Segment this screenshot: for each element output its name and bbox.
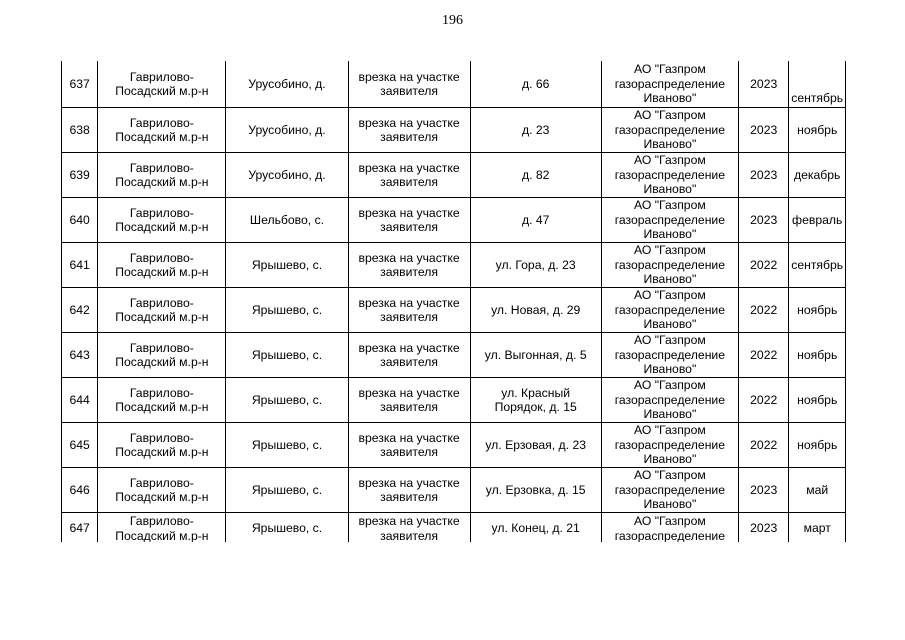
- organization-cell: [601, 333, 738, 378]
- row-number-cell: 645: [62, 423, 98, 468]
- row-number-cell: 647: [62, 513, 98, 543]
- connection-type-line: врезка на участке: [358, 430, 460, 445]
- district-cell: [98, 108, 226, 153]
- district-line: Гаврилово-: [129, 385, 194, 400]
- month-cell: сентябрь: [789, 243, 846, 288]
- organization-line: АО "Газпром: [634, 468, 706, 483]
- year-cell: 2023: [738, 153, 788, 198]
- address-line: ул. Ерзовка, д. 15: [485, 482, 586, 497]
- year-cell: 2023: [738, 198, 788, 243]
- organization-line: газораспределение: [614, 528, 726, 542]
- organization-line: АО "Газпром: [634, 243, 706, 258]
- district-line: Посадский м.р-н: [115, 445, 209, 459]
- address-line: ул. Красный: [501, 385, 571, 400]
- address-line: д. 82: [521, 167, 550, 182]
- organization-line: газораспределение: [614, 302, 726, 317]
- connection-type-line: заявителя: [380, 220, 438, 234]
- connection-type-cell: [348, 61, 470, 108]
- address-line: ул. Гора, д. 23: [495, 257, 576, 272]
- district-line: Посадский м.р-н: [115, 265, 209, 279]
- locality-cell: Ярышево, с.: [226, 513, 348, 543]
- connection-type-line: врезка на участке: [358, 385, 460, 400]
- organization-line: Иваново": [643, 452, 697, 467]
- district-line: Гаврилово-: [129, 160, 194, 175]
- locality-cell: Шельбово, с.: [226, 198, 348, 243]
- district-line: Посадский м.р-н: [115, 130, 209, 144]
- connection-type-line: врезка на участке: [358, 205, 460, 220]
- connection-type-line: врезка на участке: [358, 340, 460, 355]
- connection-type-cell: [348, 468, 470, 513]
- year-cell: 2022: [738, 333, 788, 378]
- organization-line: АО "Газпром: [634, 198, 706, 213]
- organization-line: Иваново": [643, 317, 697, 332]
- organization-line: газораспределение: [614, 76, 726, 91]
- year-cell: 2023: [738, 108, 788, 153]
- row-number-cell: 639: [62, 153, 98, 198]
- connection-type-cell: [348, 288, 470, 333]
- district-cell: [98, 288, 226, 333]
- organization-line: газораспределение: [614, 212, 726, 227]
- address-line: ул. Выгонная, д. 5: [484, 347, 587, 362]
- district-line: Посадский м.р-н: [115, 400, 209, 414]
- address-line: ул. Новая, д. 29: [491, 302, 581, 317]
- month-cell: декабрь: [789, 153, 846, 198]
- locality-cell: Ярышево, с.: [226, 243, 348, 288]
- month-cell: ноябрь: [789, 288, 846, 333]
- gas-connection-table: [61, 61, 846, 542]
- organization-line: газораспределение: [614, 257, 726, 272]
- table-row: [62, 153, 846, 198]
- address-cell: [470, 333, 601, 378]
- district-line: Гаврилово-: [129, 475, 194, 490]
- connection-type-cell: [348, 423, 470, 468]
- district-line: Гаврилово-: [129, 295, 194, 310]
- address-cell: [470, 513, 601, 543]
- district-line: Гаврилово-: [129, 115, 194, 130]
- page-number: 196: [442, 13, 463, 28]
- organization-line: Иваново": [643, 182, 697, 197]
- district-line: Гаврилово-: [129, 69, 194, 84]
- year-cell: 2023: [738, 513, 788, 543]
- address-cell: [470, 243, 601, 288]
- connection-type-line: врезка на участке: [358, 295, 460, 310]
- table-row: [62, 108, 846, 153]
- district-cell: [98, 513, 226, 543]
- organization-line: АО "Газпром: [634, 378, 706, 393]
- address-cell: [470, 198, 601, 243]
- connection-type-cell: [348, 108, 470, 153]
- organization-line: Иваново": [643, 497, 697, 512]
- organization-cell: [601, 153, 738, 198]
- locality-cell: Урусобино, д.: [226, 61, 348, 108]
- organization-cell: [601, 243, 738, 288]
- organization-line: газораспределение: [614, 437, 726, 452]
- organization-line: Иваново": [643, 137, 697, 152]
- table-row: [62, 61, 846, 108]
- connection-type-line: заявителя: [380, 400, 438, 414]
- district-line: Гаврилово-: [129, 514, 194, 528]
- address-cell: [470, 288, 601, 333]
- organization-line: газораспределение: [614, 347, 726, 362]
- connection-type-line: врезка на участке: [358, 160, 460, 175]
- connection-type-line: заявителя: [380, 130, 438, 144]
- address-cell: [470, 423, 601, 468]
- organization-cell: [601, 108, 738, 153]
- locality-cell: Ярышево, с.: [226, 378, 348, 423]
- month-cell: май: [789, 468, 846, 513]
- locality-cell: Ярышево, с.: [226, 468, 348, 513]
- year-cell: 2022: [738, 243, 788, 288]
- month-cell: сентябрь: [789, 61, 846, 108]
- table-row: [62, 198, 846, 243]
- organization-line: АО "Газпром: [634, 108, 706, 123]
- district-line: Посадский м.р-н: [115, 528, 209, 542]
- address-line: д. 66: [521, 76, 550, 91]
- month-cell: март: [789, 513, 846, 543]
- row-number-cell: 637: [62, 61, 98, 108]
- year-cell: 2022: [738, 288, 788, 333]
- organization-line: АО "Газпром: [634, 514, 706, 528]
- address-line: Порядок, д. 15: [494, 400, 577, 414]
- address-cell: [470, 378, 601, 423]
- organization-line: АО "Газпром: [634, 62, 706, 77]
- district-line: Посадский м.р-н: [115, 310, 209, 324]
- year-cell: 2022: [738, 378, 788, 423]
- table-row: [62, 513, 846, 543]
- district-cell: [98, 243, 226, 288]
- organization-cell: [601, 423, 738, 468]
- year-cell: 2022: [738, 423, 788, 468]
- organization-line: Иваново": [643, 227, 697, 242]
- year-cell: 2023: [738, 61, 788, 108]
- address-line: ул. Конец, д. 21: [491, 521, 580, 536]
- connection-type-line: заявителя: [380, 490, 438, 504]
- district-line: Гаврилово-: [129, 340, 194, 355]
- district-cell: [98, 423, 226, 468]
- row-number-cell: 644: [62, 378, 98, 423]
- table-row: [62, 378, 846, 423]
- table-row: [62, 288, 846, 333]
- connection-type-cell: [348, 333, 470, 378]
- connection-type-line: заявителя: [380, 175, 438, 189]
- row-number-cell: 646: [62, 468, 98, 513]
- organization-cell: [601, 378, 738, 423]
- locality-cell: Ярышево, с.: [226, 333, 348, 378]
- organization-line: газораспределение: [614, 482, 726, 497]
- month-cell: ноябрь: [789, 423, 846, 468]
- address-cell: [470, 153, 601, 198]
- connection-type-line: заявителя: [380, 528, 438, 542]
- district-line: Посадский м.р-н: [115, 175, 209, 189]
- connection-type-line: врезка на участке: [358, 69, 460, 84]
- table-body: [62, 61, 846, 542]
- organization-cell: [601, 61, 738, 108]
- locality-cell: Урусобино, д.: [226, 153, 348, 198]
- connection-type-cell: [348, 198, 470, 243]
- connection-type-line: врезка на участке: [358, 250, 460, 265]
- connection-type-line: врезка на участке: [358, 514, 460, 528]
- locality-cell: Урусобино, д.: [226, 108, 348, 153]
- district-cell: [98, 153, 226, 198]
- district-cell: [98, 198, 226, 243]
- district-cell: [98, 378, 226, 423]
- connection-type-line: заявителя: [380, 445, 438, 459]
- connection-type-cell: [348, 153, 470, 198]
- district-cell: [98, 61, 226, 108]
- connection-type-line: врезка на участке: [358, 115, 460, 130]
- table-row: [62, 468, 846, 513]
- connection-type-cell: [348, 378, 470, 423]
- district-line: Гаврилово-: [129, 205, 194, 220]
- row-number-cell: 643: [62, 333, 98, 378]
- address-line: д. 47: [521, 212, 550, 227]
- connection-type-line: заявителя: [380, 265, 438, 279]
- month-cell: февраль: [789, 198, 846, 243]
- organization-line: газораспределение: [614, 122, 726, 137]
- organization-line: газораспределение: [614, 392, 726, 407]
- organization-line: Иваново": [643, 272, 697, 287]
- organization-cell: [601, 513, 738, 543]
- organization-line: АО "Газпром: [634, 333, 706, 348]
- connection-type-line: врезка на участке: [358, 475, 460, 490]
- organization-line: Иваново": [643, 91, 697, 106]
- district-line: Посадский м.р-н: [115, 490, 209, 504]
- address-cell: [470, 108, 601, 153]
- organization-line: АО "Газпром: [634, 288, 706, 303]
- organization-cell: [601, 288, 738, 333]
- address-line: д. 23: [521, 122, 550, 137]
- district-cell: [98, 333, 226, 378]
- address-cell: [470, 468, 601, 513]
- district-line: Посадский м.р-н: [115, 355, 209, 369]
- table-row: [62, 243, 846, 288]
- organization-cell: [601, 198, 738, 243]
- month-cell: ноябрь: [789, 108, 846, 153]
- district-cell: [98, 468, 226, 513]
- organization-line: Иваново": [643, 362, 697, 377]
- organization-line: газораспределение: [614, 167, 726, 182]
- district-line: Посадский м.р-н: [115, 84, 209, 98]
- month-cell: ноябрь: [789, 333, 846, 378]
- row-number-cell: 642: [62, 288, 98, 333]
- row-number-cell: 640: [62, 198, 98, 243]
- row-number-cell: 638: [62, 108, 98, 153]
- connection-type-cell: [348, 243, 470, 288]
- year-cell: 2023: [738, 468, 788, 513]
- table-row: [62, 423, 846, 468]
- connection-type-cell: [348, 513, 470, 543]
- connection-type-line: заявителя: [380, 355, 438, 369]
- district-line: Гаврилово-: [129, 250, 194, 265]
- locality-cell: Ярышево, с.: [226, 423, 348, 468]
- district-line: Гаврилово-: [129, 430, 194, 445]
- organization-line: Иваново": [643, 407, 697, 422]
- address-cell: [470, 61, 601, 108]
- month-cell: ноябрь: [789, 378, 846, 423]
- row-number-cell: 641: [62, 243, 98, 288]
- connection-type-line: заявителя: [380, 310, 438, 324]
- table-row: [62, 333, 846, 378]
- organization-line: АО "Газпром: [634, 153, 706, 168]
- gas-connection-table-container: [61, 61, 846, 542]
- organization-line: АО "Газпром: [634, 423, 706, 438]
- district-line: Посадский м.р-н: [115, 220, 209, 234]
- address-line: ул. Ерзовая, д. 23: [485, 437, 586, 452]
- locality-cell: Ярышево, с.: [226, 288, 348, 333]
- connection-type-line: заявителя: [380, 84, 438, 98]
- organization-cell: [601, 468, 738, 513]
